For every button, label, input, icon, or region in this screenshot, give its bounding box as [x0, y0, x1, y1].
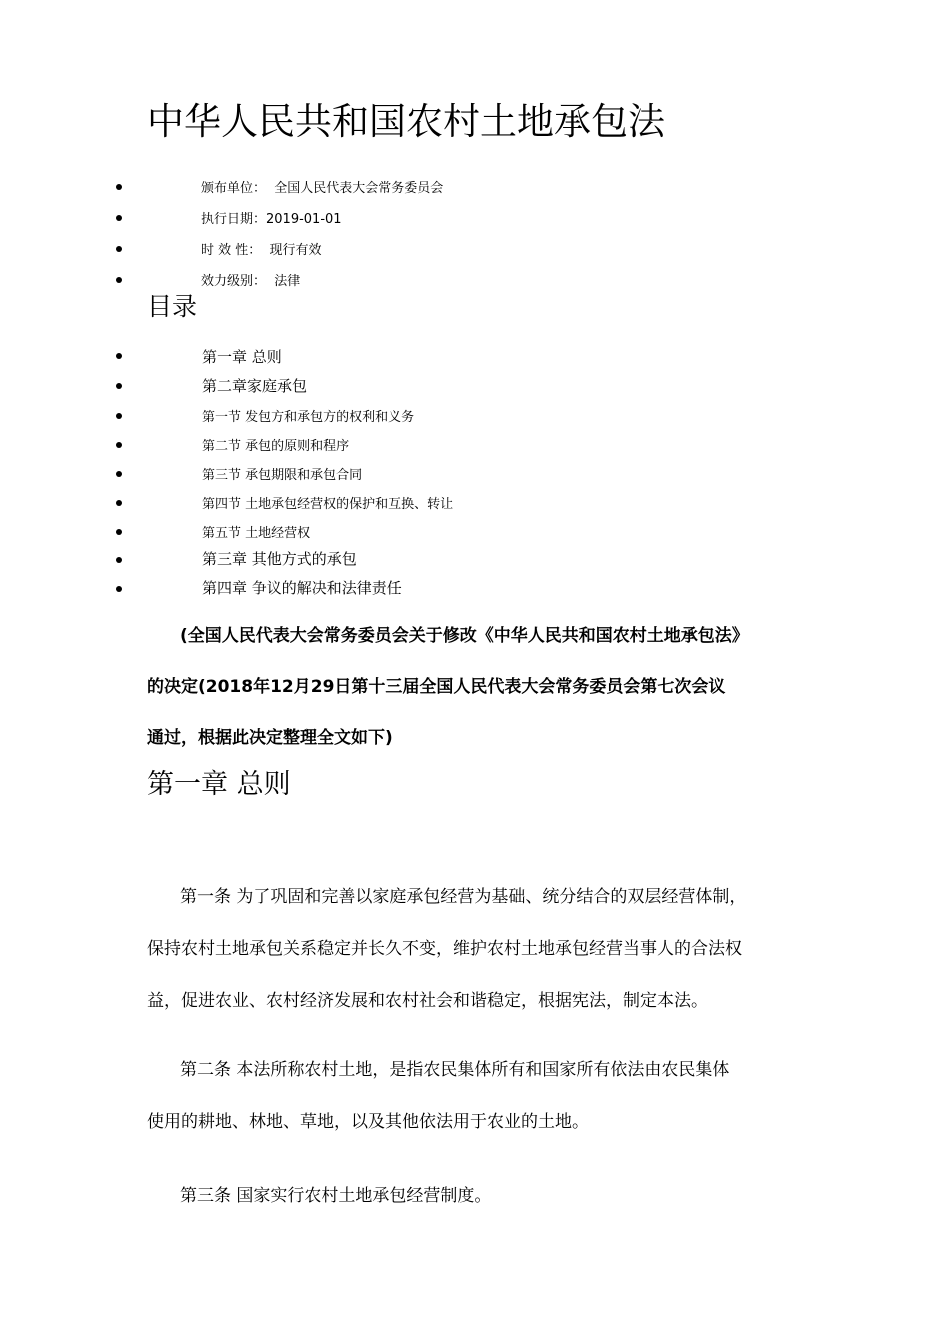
meta-label: 颁布单位： — [201, 181, 267, 196]
toc-item[interactable]: 第二章家庭承包 — [202, 377, 308, 395]
article-line: 第二条 本法所称农村土地，是指农民集体所有和国家所有依法由农民集体 — [180, 1060, 730, 1080]
meta-label: 执行日期： — [201, 212, 267, 227]
article-1 — [147, 871, 817, 1027]
article-line: 益，促进农业、农村经济发展和农村社会和谐稳定，根据宪法，制定本法。 — [147, 991, 708, 1011]
meta-level — [201, 273, 300, 291]
bullet-icon — [116, 353, 122, 359]
article-line: 保持农村土地承包关系稳定并长久不变，维护农村土地承包经营当事人的合法权 — [147, 939, 742, 959]
article-line: 第一条 为了巩固和完善以家庭承包经营为基础、统分结合的双层经营体制， — [180, 887, 747, 907]
document-title: 中华人民共和国农村土地承包法 — [147, 100, 665, 143]
meta-value: 法律 — [274, 274, 301, 289]
toc-item[interactable]: 第四节 土地承包经营权的保护和互换、转让 — [202, 497, 454, 512]
toc-item[interactable]: 第二节 承包的原则和程序 — [202, 439, 350, 454]
bullet-icon — [116, 471, 122, 477]
note-line: 通过，根据此决定整理全文如下) — [147, 728, 393, 748]
meta-value: 2019-01-01 — [266, 212, 342, 227]
toc-heading: 目录 — [147, 292, 198, 321]
toc-item[interactable]: 第三章 其他方式的承包 — [202, 550, 357, 568]
meta-value: 全国人民代表大会常务委员会 — [274, 181, 444, 196]
meta-effective-date — [201, 211, 342, 229]
toc-item[interactable]: 第一章 总则 — [202, 348, 282, 366]
meta-validity — [201, 242, 322, 260]
bullet-icon — [116, 557, 122, 563]
toc-item[interactable]: 第五节 土地经营权 — [202, 526, 311, 541]
bullet-icon — [116, 586, 122, 592]
toc-item[interactable]: 第三节 承包期限和承包合同 — [202, 468, 363, 483]
bullet-icon — [116, 277, 122, 283]
bullet-icon — [116, 442, 122, 448]
note-line: (全国人民代表大会常务委员会关于修改《中华人民共和国农村土地承包法》 — [180, 626, 749, 646]
note-line: 的决定(2018年12月29日第十三届全国人民代表大会常务委员会第七次会议 — [147, 677, 726, 697]
bullet-icon — [116, 500, 122, 506]
meta-label: 时 效 性： — [201, 243, 262, 258]
bullet-icon — [116, 246, 122, 252]
article-line: 第三条 国家实行农村土地承包经营制度。 — [180, 1186, 492, 1206]
article-line: 使用的耕地、林地、草地，以及其他依法用于农业的土地。 — [147, 1112, 589, 1132]
bullet-icon — [116, 184, 122, 190]
toc-item[interactable]: 第一节 发包方和承包方的权利和义务 — [202, 410, 415, 425]
bullet-icon — [116, 383, 122, 389]
article-3 — [147, 1170, 817, 1222]
chapter-title: 第一章 总则 — [147, 769, 291, 800]
bullet-icon — [116, 215, 122, 221]
bullet-icon — [116, 413, 122, 419]
meta-label: 效力级别： — [201, 274, 267, 289]
meta-value: 现行有效 — [269, 243, 322, 258]
article-2 — [147, 1044, 817, 1148]
meta-issuer — [201, 180, 443, 198]
amendment-note — [147, 611, 817, 764]
bullet-icon — [116, 529, 122, 535]
toc-item[interactable]: 第四章 争议的解决和法律责任 — [202, 579, 402, 597]
